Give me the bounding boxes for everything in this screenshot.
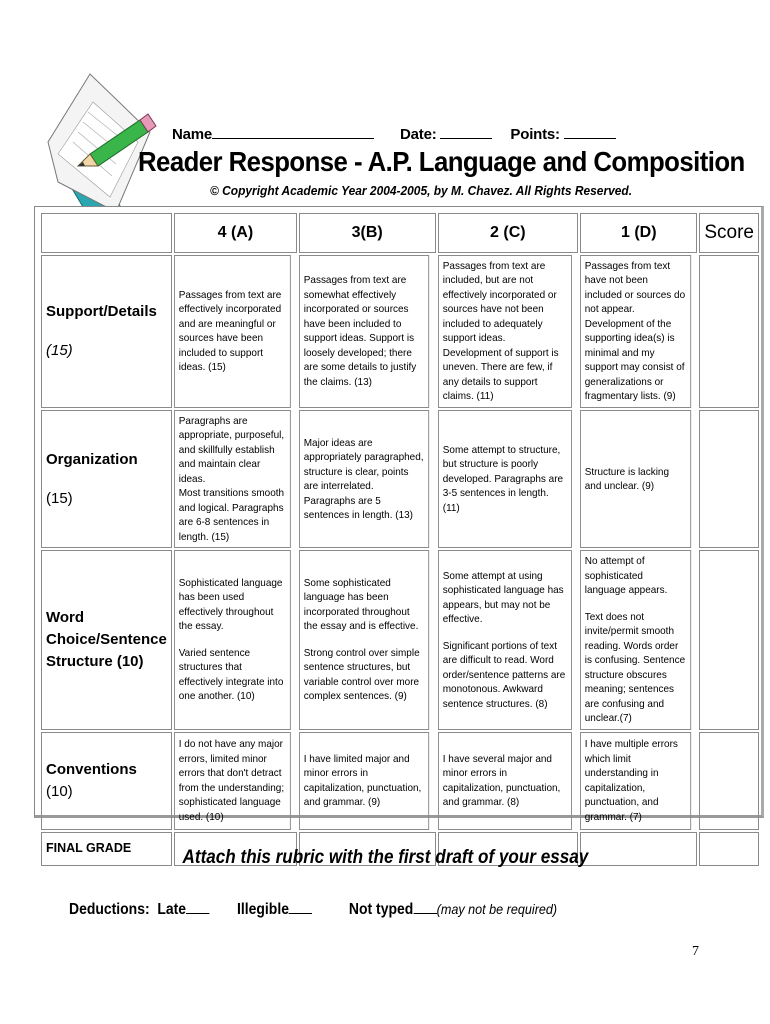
column-header-4a: 4 (A): [174, 213, 297, 253]
descriptor-cell: I have multiple errors which limit understanding in capitalization, punctuation, and grammar. (7): [580, 732, 691, 830]
descriptor-cell: Structure is lacking and unclear. (9): [580, 410, 691, 548]
descriptor-cell: Passages from text are somewhat effectively incorporated or sources have been included to support ideas. Support is loosely developed; there are some details to justify the claims. (13): [299, 255, 429, 408]
final-grade-label: FINAL GRADE: [41, 832, 172, 866]
score-cell[interactable]: [699, 410, 759, 548]
late-label: Late: [157, 901, 187, 918]
illegible-field[interactable]: [289, 899, 312, 914]
copyright-notice: © Copyright Academic Year 2004-2005, by M. Chavez. All Rights Reserved.: [210, 183, 633, 198]
criterion-points: (10): [46, 782, 73, 800]
descriptor-cell: [174, 550, 291, 729]
criterion-points: (15): [46, 341, 73, 359]
criterion-conventions: [41, 732, 172, 830]
rubric-header-row: [41, 213, 759, 253]
descriptor-paragraph: Strong control over simple sentence structures, but variable control over more complex sentences. (9): [303, 646, 420, 703]
descriptor-paragraph: Text does not invite/permit smooth reading. Words order is confusing. Sentence structure obscures meaning; sentences are confusing and unclear.(7): [584, 610, 686, 725]
criterion-label: Support/Details: [46, 303, 157, 321]
descriptor-cell: [174, 410, 291, 548]
descriptor-cell: I have several major and minor errors in capitalization, punctuation, and grammar. (8): [438, 732, 572, 830]
descriptor-paragraph: Sophisticated language has been used effectively throughout the essay.: [178, 576, 283, 633]
rubric-row-conventions: [41, 732, 759, 830]
column-header-score: Score: [699, 213, 759, 253]
criterion-support-details: [41, 255, 172, 408]
score-cell[interactable]: [699, 550, 759, 729]
descriptor-cell: [580, 550, 691, 729]
rubric-row-word-choice: [41, 550, 759, 729]
paragraph-gap: [442, 627, 566, 639]
criterion-organization: [41, 410, 172, 548]
paragraph-gap: [585, 598, 687, 610]
date-label: Date:: [400, 126, 437, 143]
criterion-label: Organization: [46, 450, 138, 468]
descriptor-cell: I do not have any major errors, limited minor errors that don't detract from the understanding; sophisticated language used. (10): [174, 732, 291, 830]
paragraph-gap: [179, 634, 286, 646]
descriptor-paragraph: No attempt of sophisticated language appears.: [584, 555, 668, 597]
header-fields: [172, 124, 616, 143]
descriptor-paragraph: Most transitions smooth and logical. Paragraphs are 6-8 sentences in length. (15): [178, 487, 284, 543]
deductions-label: Deductions:: [69, 901, 150, 918]
criterion-points: (15): [46, 489, 73, 507]
page-title: Reader Response - A.P. Language and Composition: [138, 146, 745, 177]
points-field[interactable]: [564, 124, 616, 139]
name-field[interactable]: [212, 124, 374, 139]
rubric-row-organization: [41, 410, 759, 548]
name-label: Name: [172, 126, 213, 143]
score-cell[interactable]: [699, 732, 759, 830]
column-header-3b: 3(B): [299, 213, 436, 253]
rubric-table: [39, 211, 761, 868]
criterion-label: Word Choice/Sentence Structure (10): [46, 609, 167, 670]
descriptor-cell: [438, 550, 572, 729]
descriptor-paragraph: Significant portions of text are difficult to read. Word order/sentence patterns are monotonous. Awkward sentence structures. (8): [442, 639, 565, 710]
column-header-1d: 1 (D): [580, 213, 697, 253]
descriptor-cell: Major ideas are appropriately paragraphed, structure is clear, points are interrelated. Paragraphs are 5 sentences in length. (13): [299, 410, 429, 548]
column-header-2c: 2 (C): [438, 213, 579, 253]
rubric-row-support: [41, 255, 759, 408]
descriptor-paragraph: Paragraphs are appropriate, purposeful, and skillfully establish and maintain clear ideas.: [178, 414, 284, 485]
not-typed-field[interactable]: [413, 899, 436, 914]
descriptor-cell: Passages from text are effectively incorporated and are meaningful or sources have been included to support ideas. (15): [174, 255, 291, 408]
late-field[interactable]: [186, 899, 209, 914]
header-blank-cell: [41, 213, 172, 253]
descriptor-cell: Passages from text are included, but are not effectively incorporated or sources have not been included to adequately support ideas. Development of support is uneven. There are few, if any details to support claims. (11): [438, 255, 572, 408]
points-label: Points:: [510, 126, 560, 143]
descriptor-cell: Passages from text have not been included or sources do not appear. Development of the supporting idea(s) is minimal and my support may consist of generalizations or fragmentary lists. (9): [580, 255, 691, 408]
score-cell[interactable]: [699, 255, 759, 408]
not-typed-label: Not typed: [348, 901, 414, 918]
criterion-label: Conventions: [46, 760, 137, 778]
descriptor-paragraph: Some sophisticated language has been incorporated throughout the essay and is effective.: [303, 576, 419, 633]
criterion-word-choice: [41, 550, 172, 729]
not-typed-note: (may not be required): [436, 901, 558, 917]
page-number: 7: [692, 944, 699, 959]
paragraph-gap: [304, 634, 424, 646]
attach-instruction-text: Attach this rubric with the first draft of your essay: [182, 847, 588, 868]
descriptor-cell: Some attempt to structure, but structure is poorly developed. Paragraphs are 3-5 sentences in length. (11): [438, 410, 572, 548]
rubric-container: [34, 206, 764, 855]
deductions-line: [69, 899, 557, 919]
descriptor-cell: I have limited major and minor errors in capitalization, punctuation, and grammar. (9): [299, 732, 429, 830]
descriptor-cell: [299, 550, 429, 729]
date-field[interactable]: [440, 124, 492, 139]
attach-instruction: [0, 847, 770, 869]
descriptor-paragraph: Some attempt at using sophisticated language has appears, but may not be effective.: [442, 569, 564, 626]
descriptor-paragraph: Varied sentence structures that effectively integrate into one another. (10): [178, 646, 284, 703]
illegible-label: Illegible: [237, 901, 289, 918]
